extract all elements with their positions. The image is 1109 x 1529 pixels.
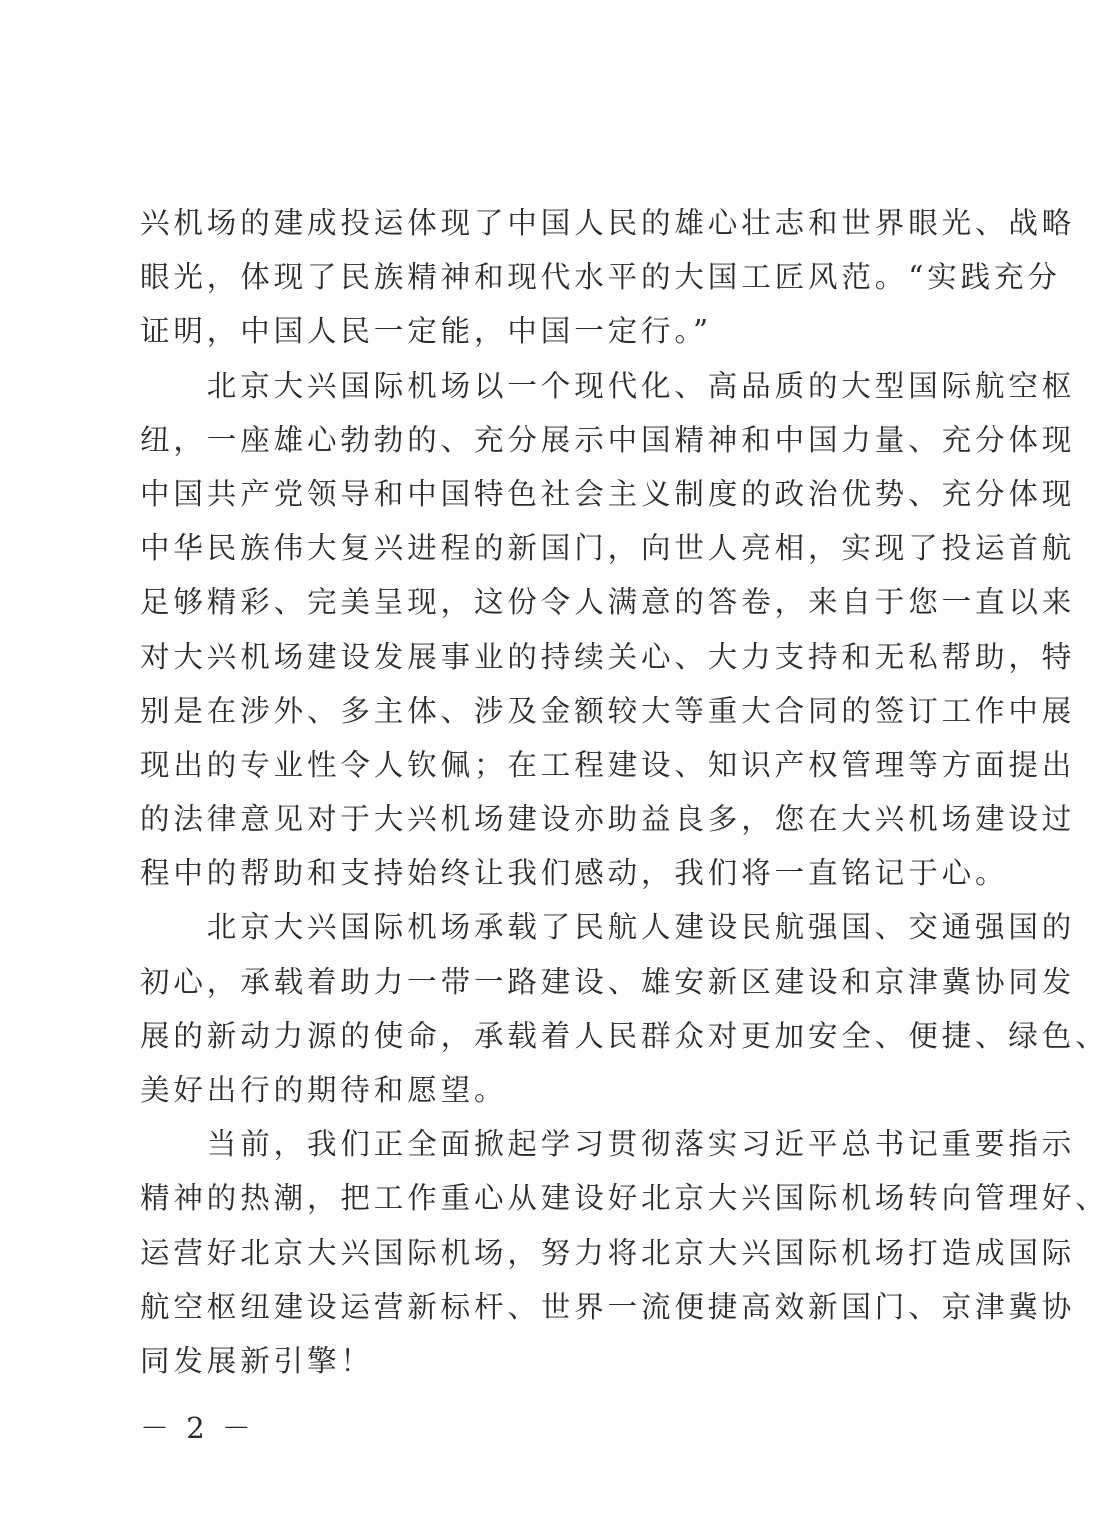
text-line: 展的新动力源的使命，承载着人民群众对更加安全、便捷、绿色、 [140, 1018, 1109, 1053]
page-number: － 2 － [140, 1411, 255, 1445]
text-line: 北京大兴国际机场承载了民航人建设民航强国、交通强国的 [140, 910, 1076, 945]
text-line: 中华民族伟大复兴进程的新国门，向世人亮相，实现了投运首航 [140, 531, 1076, 566]
text-line: 初心，承载着助力一带一路建设、雄安新区建设和京津冀协同发 [140, 964, 1076, 999]
text-line: 程中的帮助和支持始终让我们感动，我们将一直铭记于心。 [140, 856, 1009, 891]
text-line: 美好出行的期待和愿望。 [140, 1073, 508, 1107]
text-line: 眼光，体现了民族精神和现代水平的大国工匠风范。“实践充分 [140, 260, 1061, 295]
text-line: 运营好北京大兴国际机场，努力将北京大兴国际机场打造成国际 [140, 1235, 1076, 1270]
text-line: 别是在涉外、多主体、涉及金额较大等重大合同的签订工作中展 [140, 693, 1076, 728]
text-line: 兴机场的建成投运体现了中国人民的雄心壮志和世界眼光、战略 [140, 206, 1076, 240]
text-line: 当前，我们正全面掀起学习贯彻落实习近平总书记重要指示 [140, 1127, 1076, 1162]
text-line: 对大兴机场建设发展事业的持续关心、大力支持和无私帮助，特 [140, 639, 1076, 674]
text-line: 纽，一座雄心勃勃的、充分展示中国精神和中国力量、充分体现 [140, 422, 1076, 457]
text-line: 足够精彩、完美呈现，这份令人满意的答卷，来自于您一直以来 [140, 585, 1076, 620]
body-text [140, 196, 1109, 1388]
text-line: 精神的热潮，把工作重心从建设好北京大兴国际机场转向管理好、 [140, 1181, 1109, 1216]
text-line: 现出的专业性令人钦佩；在工程建设、知识产权管理等方面提出 [140, 747, 1076, 782]
text-line: 北京大兴国际机场以一个现代化、高品质的大型国际航空枢 [140, 368, 1076, 403]
text-line: 中国共产党领导和中国特色社会主义制度的政治优势、充分体现 [140, 476, 1076, 511]
text-line: 证明，中国人民一定能，中国一定行。” [140, 314, 713, 349]
text-line: 同发展新引擎！ [140, 1343, 374, 1378]
text-line: 的法律意见对于大兴机场建设亦助益良多，您在大兴机场建设过 [140, 802, 1076, 837]
text-line: 航空枢纽建设运营新标杆、世界一流便捷高效新国门、京津冀协 [140, 1289, 1076, 1324]
